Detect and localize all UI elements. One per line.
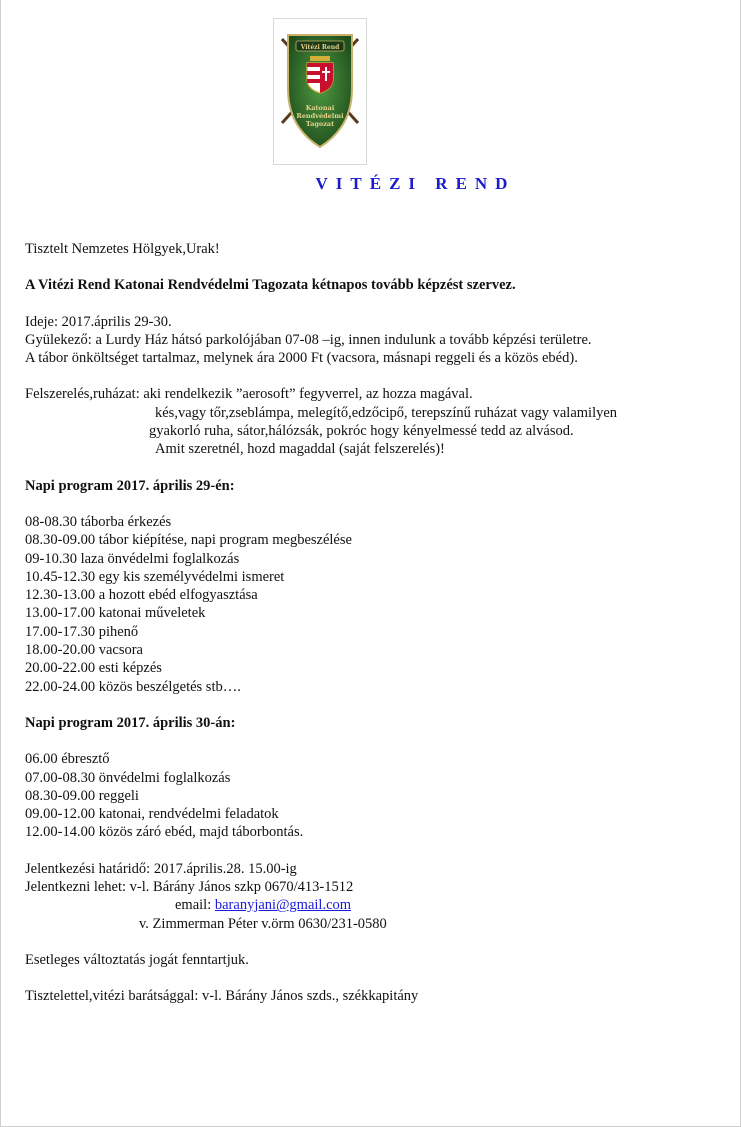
deadline: Jelentkezési határidő: 2017.április.28. 15.00-ig: [25, 860, 297, 877]
email-label: email:: [175, 897, 215, 914]
intro-cost: A tábor önköltséget tartalmaz, melynek ára 2000 Ft (vacsora, másnapi reggeli és a közös ebéd).: [25, 350, 578, 367]
logo-text-bottom-3: Tagozat: [305, 120, 335, 128]
day1-item: 09-10.30 laza önvédelmi foglalkozás: [25, 550, 240, 567]
day1-item: 18.00-20.00 vacsora: [25, 642, 143, 659]
intro-date: Ideje: 2017.április 29-30.: [25, 313, 172, 330]
letter-body: [25, 240, 725, 1006]
day1-item: 08.30-09.00 tábor kiépítése, napi program megbeszélése: [25, 532, 352, 549]
day1-item: 20.00-22.00 esti képzés: [25, 660, 162, 677]
shield-emblem-icon: [274, 19, 366, 164]
equipment-line-3: gyakorló ruha, sátor,hálózsák, pokróc hogy kényelmessé tedd az alvásod.: [149, 423, 574, 440]
day1-item: 17.00-17.30 pihenő: [25, 623, 139, 640]
contact-primary: Jelentkezni lehet: v-l. Bárány János szkp 0670/413-1512: [25, 879, 354, 896]
day2-title: Napi program 2017. április 30-án:: [25, 714, 236, 731]
equipment-line-2: kés,vagy tőr,zseblámpa, melegítő,edzőcipő, terepszínű ruházat vagy valamilyen: [155, 404, 618, 421]
change-notice: Esetleges változtatás jogát fenntartjuk.: [25, 951, 249, 968]
day1-item: 22.00-24.00 közös beszélgetés stb….: [25, 678, 241, 695]
email-link[interactable]: baranyjani@gmail.com: [214, 897, 352, 914]
headline: A Vitézi Rend Katonai Rendvédelmi Tagozata kétnapos tovább képzést szervez.: [25, 277, 516, 294]
day2-item: 07.00-08.30 önvédelmi foglalkozás: [25, 769, 231, 786]
email-line: [25, 896, 725, 914]
day2-item: 09.00-12.00 katonai, rendvédelmi feladatok: [25, 806, 279, 823]
closing-signature: Tisztelettel,vitézi barátsággal: v-l. Bárány János szds., székkapitány: [25, 988, 419, 1005]
greeting: Tisztelt Nemzetes Hölgyek,Urak!: [25, 241, 220, 257]
day1-item: 10.45-12.30 egy kis személyvédelmi ismeret: [25, 568, 285, 585]
logo-frame: [273, 18, 367, 165]
contact-secondary: v. Zimmerman Péter v.örm 0630/231-0580: [139, 915, 387, 932]
logo-text-bottom-2: Rendvédelmi: [296, 112, 344, 120]
day1-item: 08-08.30 táborba érkezés: [25, 513, 172, 530]
day1-item: 12.30-13.00 a hozott ebéd elfogyasztása: [25, 587, 258, 604]
intro-meeting-point: Gyülekező: a Lurdy Ház hátsó parkolójában 07-08 –ig, innen indulunk a tovább képzési területre.: [25, 331, 592, 348]
logo-text-top: Vitézi Rend: [300, 44, 340, 51]
day2-item: 12.00-14.00 közös záró ebéd, majd táborbontás.: [25, 824, 304, 841]
day1-title: Napi program 2017. április 29-én:: [25, 477, 235, 494]
day2-item: 06.00 ébresztő: [25, 751, 110, 768]
day1-item: 13.00-17.00 katonai műveletek: [25, 605, 206, 622]
day2-item: 08.30-09.00 reggeli: [25, 787, 139, 804]
brand-title: VITÉZI REND: [315, 174, 516, 193]
equipment-line-4: Amit szeretnél, hozd magaddal (saját felszerelés)!: [155, 441, 445, 458]
equipment-line-1: Felszerelés,ruházat: aki rendelkezik ”aerosoft” fegyverrel, az hozza magával.: [25, 386, 473, 403]
logo-text-bottom-1: Katonai: [305, 104, 335, 112]
